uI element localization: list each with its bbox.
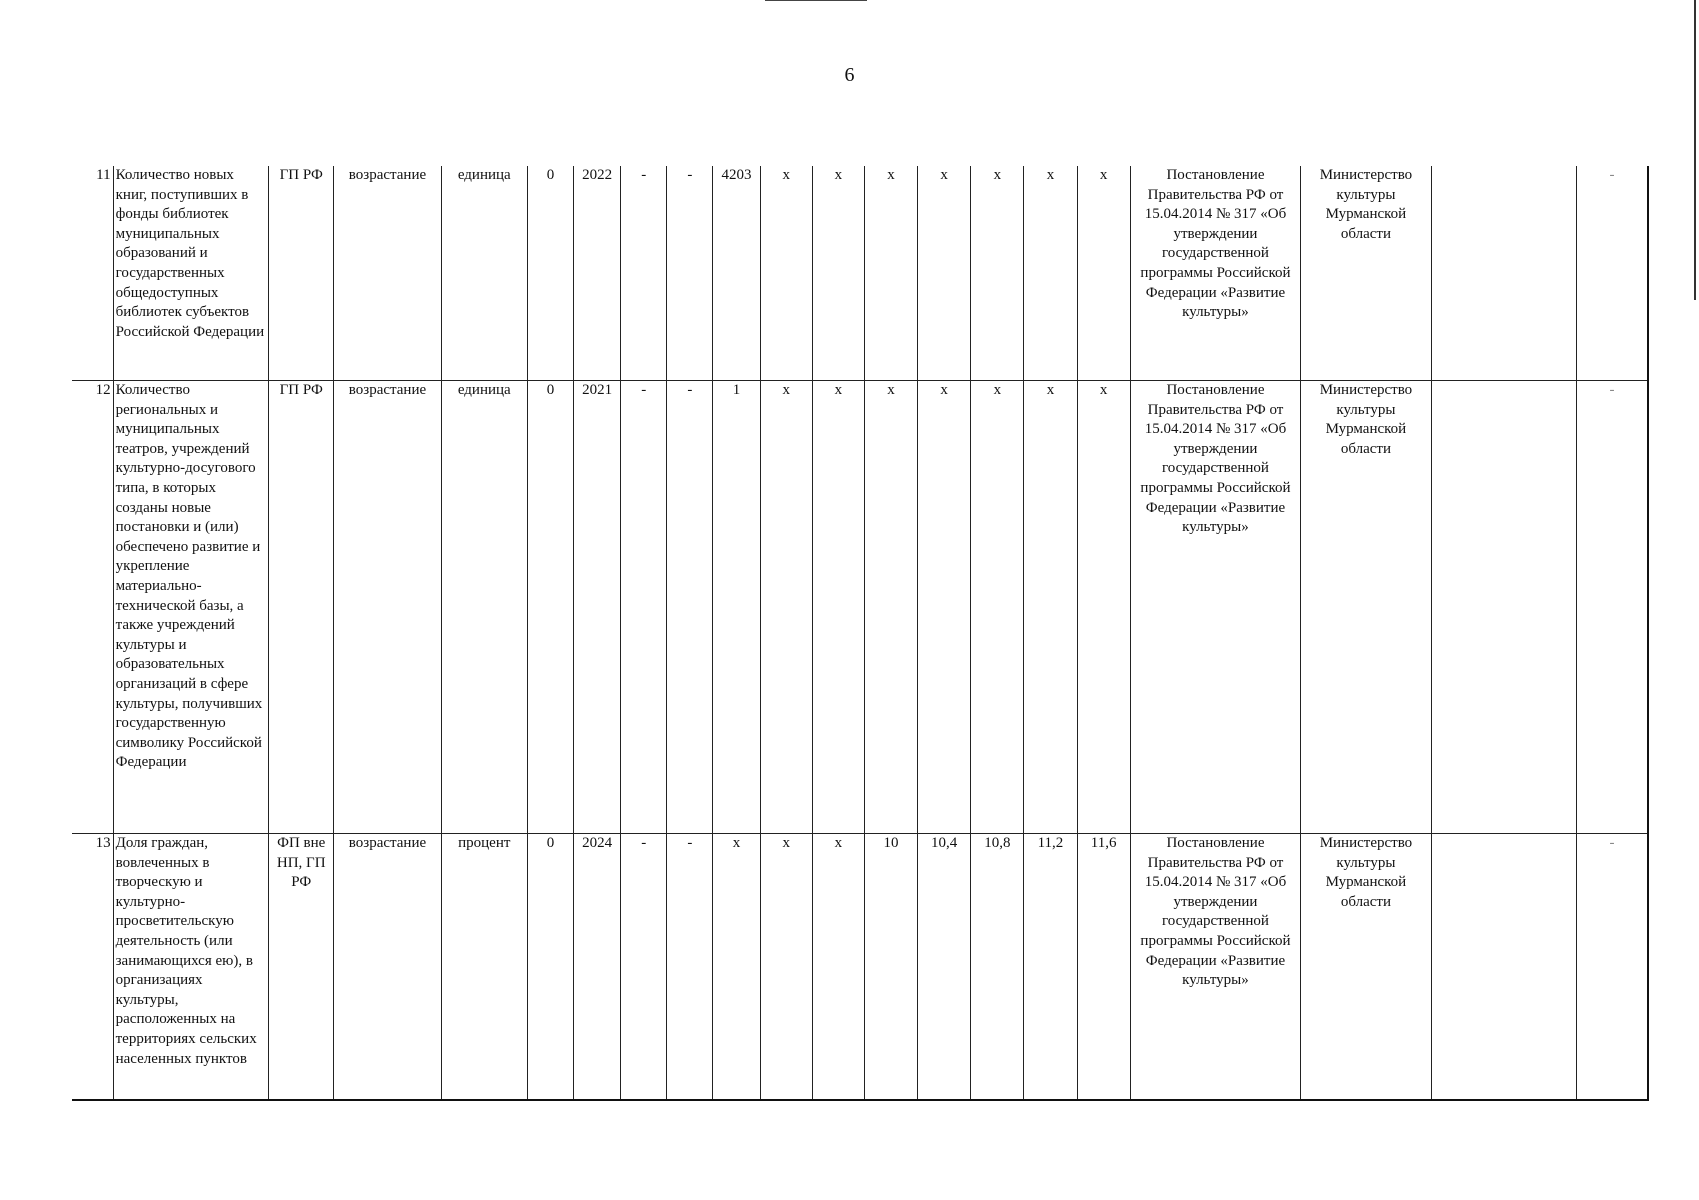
table-row [72, 166, 1648, 381]
value-cell: х [1024, 381, 1077, 834]
value-cell: х [864, 381, 917, 834]
document-cell: Постановление Правительства РФ от 15.04.2014 № 317 «Об утверждении государственной программы Российской Федерации «Развитие культуры» [1130, 381, 1301, 834]
unit-cell: процент [441, 834, 527, 1101]
value-cell: 11,2 [1024, 834, 1077, 1101]
year-cell: 2021 [574, 381, 621, 834]
base-value-cell: 0 [527, 166, 573, 381]
value-cell: х [812, 166, 864, 381]
indicator-name: Доля граждан, вовлеченных в творческую и культурно-просветительскую деятельность (или занимающихся ею), в организациях культуры, расположенных на территориях сельских населенных пунктов [113, 834, 268, 1101]
responsible-cell: Министерство культуры Мурманской области [1301, 381, 1431, 834]
value-cell: х [760, 381, 812, 834]
value-cell: х [1077, 166, 1130, 381]
last-cell: - [1577, 834, 1648, 1101]
table-row [72, 834, 1648, 1101]
value-cell: - [621, 381, 667, 834]
value-cell: х [864, 166, 917, 381]
value-cell: - [667, 166, 713, 381]
extra-cell [1431, 381, 1576, 834]
indicator-name: Количество региональных и муниципальных театров, учреждений культурно-досугового типа, в которых созданы новые постановки и (или) обеспечено развитие и укрепление материально-технической базы, а также учреждений культуры и образовательных организаций в сфере культуры, получивших государственную символику Российской Федерации [113, 381, 268, 834]
value-cell: - [667, 381, 713, 834]
value-cell: х [812, 834, 864, 1101]
direction-cell: возрастание [334, 166, 441, 381]
value-cell: х [760, 166, 812, 381]
source-cell: ГП РФ [269, 381, 334, 834]
document-cell: Постановление Правительства РФ от 15.04.2014 № 317 «Об утверждении государственной программы Российской Федерации «Развитие культуры» [1130, 834, 1301, 1101]
year-cell: 2022 [574, 166, 621, 381]
value-cell: - [667, 834, 713, 1101]
last-cell: - [1577, 381, 1648, 834]
year-cell: 2024 [574, 834, 621, 1101]
value-cell: х [812, 381, 864, 834]
source-cell: ГП РФ [269, 166, 334, 381]
value-cell: 10,4 [918, 834, 971, 1101]
value-cell: х [918, 381, 971, 834]
direction-cell: возрастание [334, 834, 441, 1101]
value-cell: 10 [864, 834, 917, 1101]
row-number: 11 [72, 166, 113, 381]
indicator-name: Количество новых книг, поступивших в фонды библиотек муниципальных образований и государственных общедоступных библиотек субъектов Российской Федерации [113, 166, 268, 381]
row-number: 13 [72, 834, 113, 1101]
value-cell: - [621, 166, 667, 381]
extra-cell [1431, 834, 1576, 1101]
value-cell: 1 [713, 381, 760, 834]
value-cell: - [621, 834, 667, 1101]
responsible-cell: Министерство культуры Мурманской области [1301, 834, 1431, 1101]
value-cell: х [760, 834, 812, 1101]
indicators-table [72, 166, 1649, 1101]
row-number: 12 [72, 381, 113, 834]
top-rule [765, 0, 867, 1]
value-cell: 11,6 [1077, 834, 1130, 1101]
direction-cell: возрастание [334, 381, 441, 834]
page-number: 6 [844, 64, 855, 86]
extra-cell [1431, 166, 1576, 381]
value-cell: х [713, 834, 760, 1101]
value-cell: х [971, 381, 1024, 834]
value-cell: 10,8 [971, 834, 1024, 1101]
table-body [72, 166, 1648, 1100]
value-cell: х [971, 166, 1024, 381]
base-value-cell: 0 [527, 381, 573, 834]
base-value-cell: 0 [527, 834, 573, 1101]
table-row [72, 381, 1648, 834]
value-cell: х [1024, 166, 1077, 381]
responsible-cell: Министерство культуры Мурманской области [1301, 166, 1431, 381]
unit-cell: единица [441, 166, 527, 381]
document-cell: Постановление Правительства РФ от 15.04.2014 № 317 «Об утверждении государственной программы Российской Федерации «Развитие культуры» [1130, 166, 1301, 381]
last-cell: - [1577, 166, 1648, 381]
page-edge-line [1694, 0, 1696, 300]
source-cell: ФП вне НП, ГП РФ [269, 834, 334, 1101]
value-cell: 4203 [713, 166, 760, 381]
value-cell: х [1077, 381, 1130, 834]
unit-cell: единица [441, 381, 527, 834]
value-cell: х [918, 166, 971, 381]
